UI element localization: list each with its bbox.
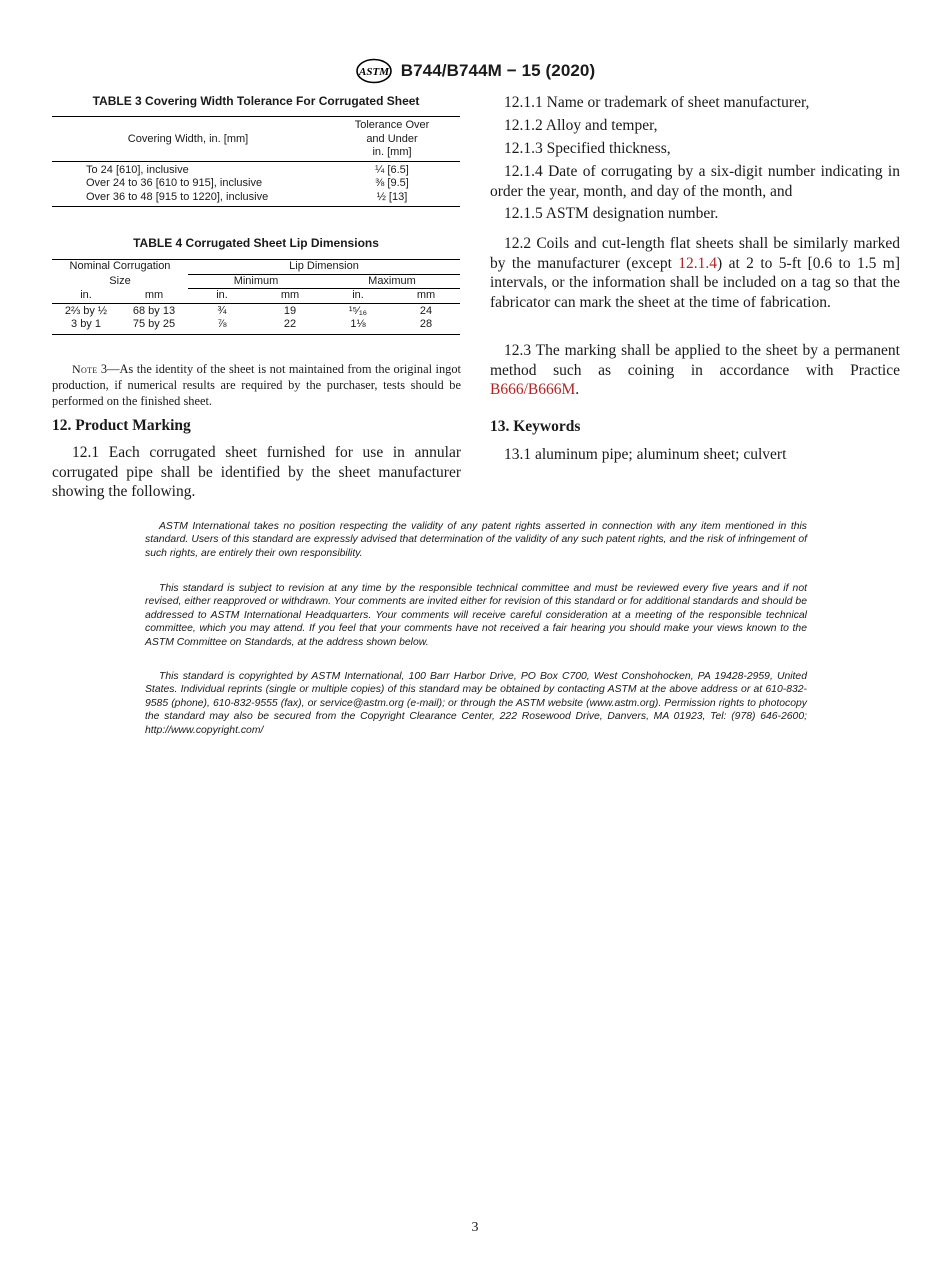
table-cell: ¾ (217, 304, 227, 317)
table-3-col2-header-line: in. [mm] (372, 146, 412, 158)
table-4-unit: mm (120, 289, 188, 304)
table-4 (52, 236, 460, 335)
list-item: 12.1.5 ASTM designation number. (504, 205, 719, 222)
table-3 (52, 94, 460, 207)
footer-patent-notice: ASTM International takes no position respecting the validity of any patent rights asserted in connection with any item mentioned in this standard. Users of this standard are expressly advised that determination of the validity of any such patent rights, and the risk of infringement of such rights, are entirely their own responsibility. (145, 521, 807, 559)
section-13-heading: 13. Keywords (490, 418, 581, 435)
document-designation: B744/B744M − 15 (2020) (400, 61, 596, 80)
table-row (52, 177, 460, 191)
table-4-unit: in. (324, 289, 392, 304)
section-12-heading: 12. Product Marking (52, 417, 191, 434)
paragraph-12-2-text-b: ) at 2 to 5-ft [0.6 to 1.5 m] intervals, or the information shall be included on a tag so that the fabricator can mark the sheet at the time of fabrication. (490, 254, 900, 311)
table-row (52, 191, 460, 207)
paragraph-12-2 (490, 234, 900, 312)
table-cell: ⅜ [9.5] (375, 177, 409, 189)
table-cell: 3 by 1 (71, 318, 101, 330)
table-cell: 24 (419, 304, 433, 317)
paragraph-13-1: 13.1 aluminum pipe; aluminum sheet; culvert (504, 446, 787, 463)
paragraph-12-3-text-b: . (575, 381, 580, 398)
astm-logo-icon (355, 58, 393, 84)
paragraph-12-3 (490, 341, 900, 400)
table-3-col2-header-line: Tolerance Over (354, 119, 430, 131)
table-cell: Over 24 to 36 [610 to 915], inclusive (86, 177, 263, 189)
astm-logo-text: ASTM (358, 66, 389, 78)
table-3-title: TABLE 3 Covering Width Tolerance For Corrugated Sheet (92, 94, 420, 108)
paragraph-12-2-text-a: 12.2 Coils and cut-length flat sheets shall be similarly marked by the manufacturer (except (490, 235, 900, 272)
table-cell: 75 by 25 (132, 318, 176, 330)
table-cell: ⅞ (217, 318, 227, 330)
table-4-header-nominal-size: Size (109, 274, 131, 287)
note-3 (52, 361, 461, 409)
table-row (52, 318, 460, 334)
table-cell: 2⅔ by ½ (64, 304, 108, 317)
note-text: —As the identity of the sheet is not maintained from the original ingot production, if numerical results are required by the purchaser, tests should be performed on the finished sheet. (52, 362, 462, 408)
link-b666[interactable]: B666/B666M (490, 381, 576, 398)
list-item: 12.1.1 Name or trademark of sheet manufacturer, (504, 94, 810, 111)
table-4-grid (52, 259, 460, 335)
table-row (52, 303, 460, 318)
table-cell: ½ [13] (376, 190, 408, 203)
table-cell: 19 (283, 304, 297, 317)
footer-copyright-notice: This standard is copyrighted by ASTM International, 100 Barr Harbor Drive, PO Box C700, West Conshohocken, PA 19428-2959, United States. Individual reprints (single or multiple copies) of this standard may be obtained by contacting ASTM at the above address or at 610-832-9585 (phone), 610-832-9555 (fax), or service@astm.org (e-mail); or through the ASTM website (www.astm.org). Permission rights to photocopy the standard may also be secured from the Copyright Clearance Center, 222 Rosewood Drive, Danvers, MA 01923, Tel: (978) 646-2600; http://www.copyright.com/ (145, 671, 807, 736)
note-number: 3 (97, 362, 108, 376)
table-4-header-minimum: Minimum (188, 274, 324, 289)
table-cell: 1⅛ (350, 318, 366, 330)
table-4-unit: in. (188, 289, 256, 304)
table-cell: To 24 [610], inclusive (86, 163, 189, 176)
paragraph-12-3-text-a: 12.3 The marking shall be applied to the sheet by a permanent method such as coining in accordance with Practice (490, 342, 900, 379)
table-3-col2-header (324, 117, 460, 162)
list-item: 12.1.2 Alloy and temper, (504, 117, 658, 134)
table-4-header-lip: Lip Dimension (188, 260, 460, 275)
table-cell: ¼ [6.5] (375, 163, 409, 176)
note-label: Note (72, 362, 98, 376)
page-number: 3 (471, 1220, 479, 1235)
table-4-header-maximum: Maximum (324, 274, 460, 289)
table-4-title: TABLE 4 Corrugated Sheet Lip Dimensions (133, 236, 379, 250)
table-4-unit: mm (392, 289, 460, 304)
table-cell: ¹⁵⁄₁₆ (348, 304, 368, 317)
table-4-unit: in. (52, 289, 120, 304)
paragraph-12-1-4: 12.1.4 Date of corrugating by a six-digit number indicating in order the year, month, and day of the month, and (490, 163, 900, 200)
table-row (52, 161, 460, 177)
footer-revision-notice: This standard is subject to revision at any time by the responsible technical committee and must be reviewed every five years and if not revised, either reapproved or withdrawn. Your comments are invited either for revision of this standard or for additional standards and should be addressed to ASTM International Headquarters. Your comments will receive careful consideration at a meeting of the responsible technical committee, which you may attend. If you feel that your comments have not received a fair hearing you should make your views known to the ASTM Committee on Standards, at the address shown below. (145, 583, 807, 648)
table-cell: 68 by 13 (132, 304, 176, 317)
table-3-grid (52, 116, 460, 207)
paragraph-12-1: 12.1 Each corrugated sheet furnished for use in annular corrugated pipe shall be identified by the sheet manufacturer showing the following. (52, 444, 461, 500)
table-cell: Over 36 to 48 [915 to 1220], inclusive (86, 190, 269, 203)
page-header (0, 58, 950, 89)
table-4-unit: mm (256, 289, 324, 304)
table-cell: 28 (419, 318, 433, 330)
table-cell: 22 (283, 318, 297, 330)
table-3-col1-header: Covering Width, in. [mm] (52, 117, 324, 162)
list-item: 12.1.3 Specified thickness, (504, 140, 671, 157)
link-12-1-4[interactable]: 12.1.4 (678, 254, 718, 272)
table-3-col2-header-line: and Under (366, 132, 418, 145)
table-4-header-nominal: Nominal Corrugation (69, 260, 171, 273)
